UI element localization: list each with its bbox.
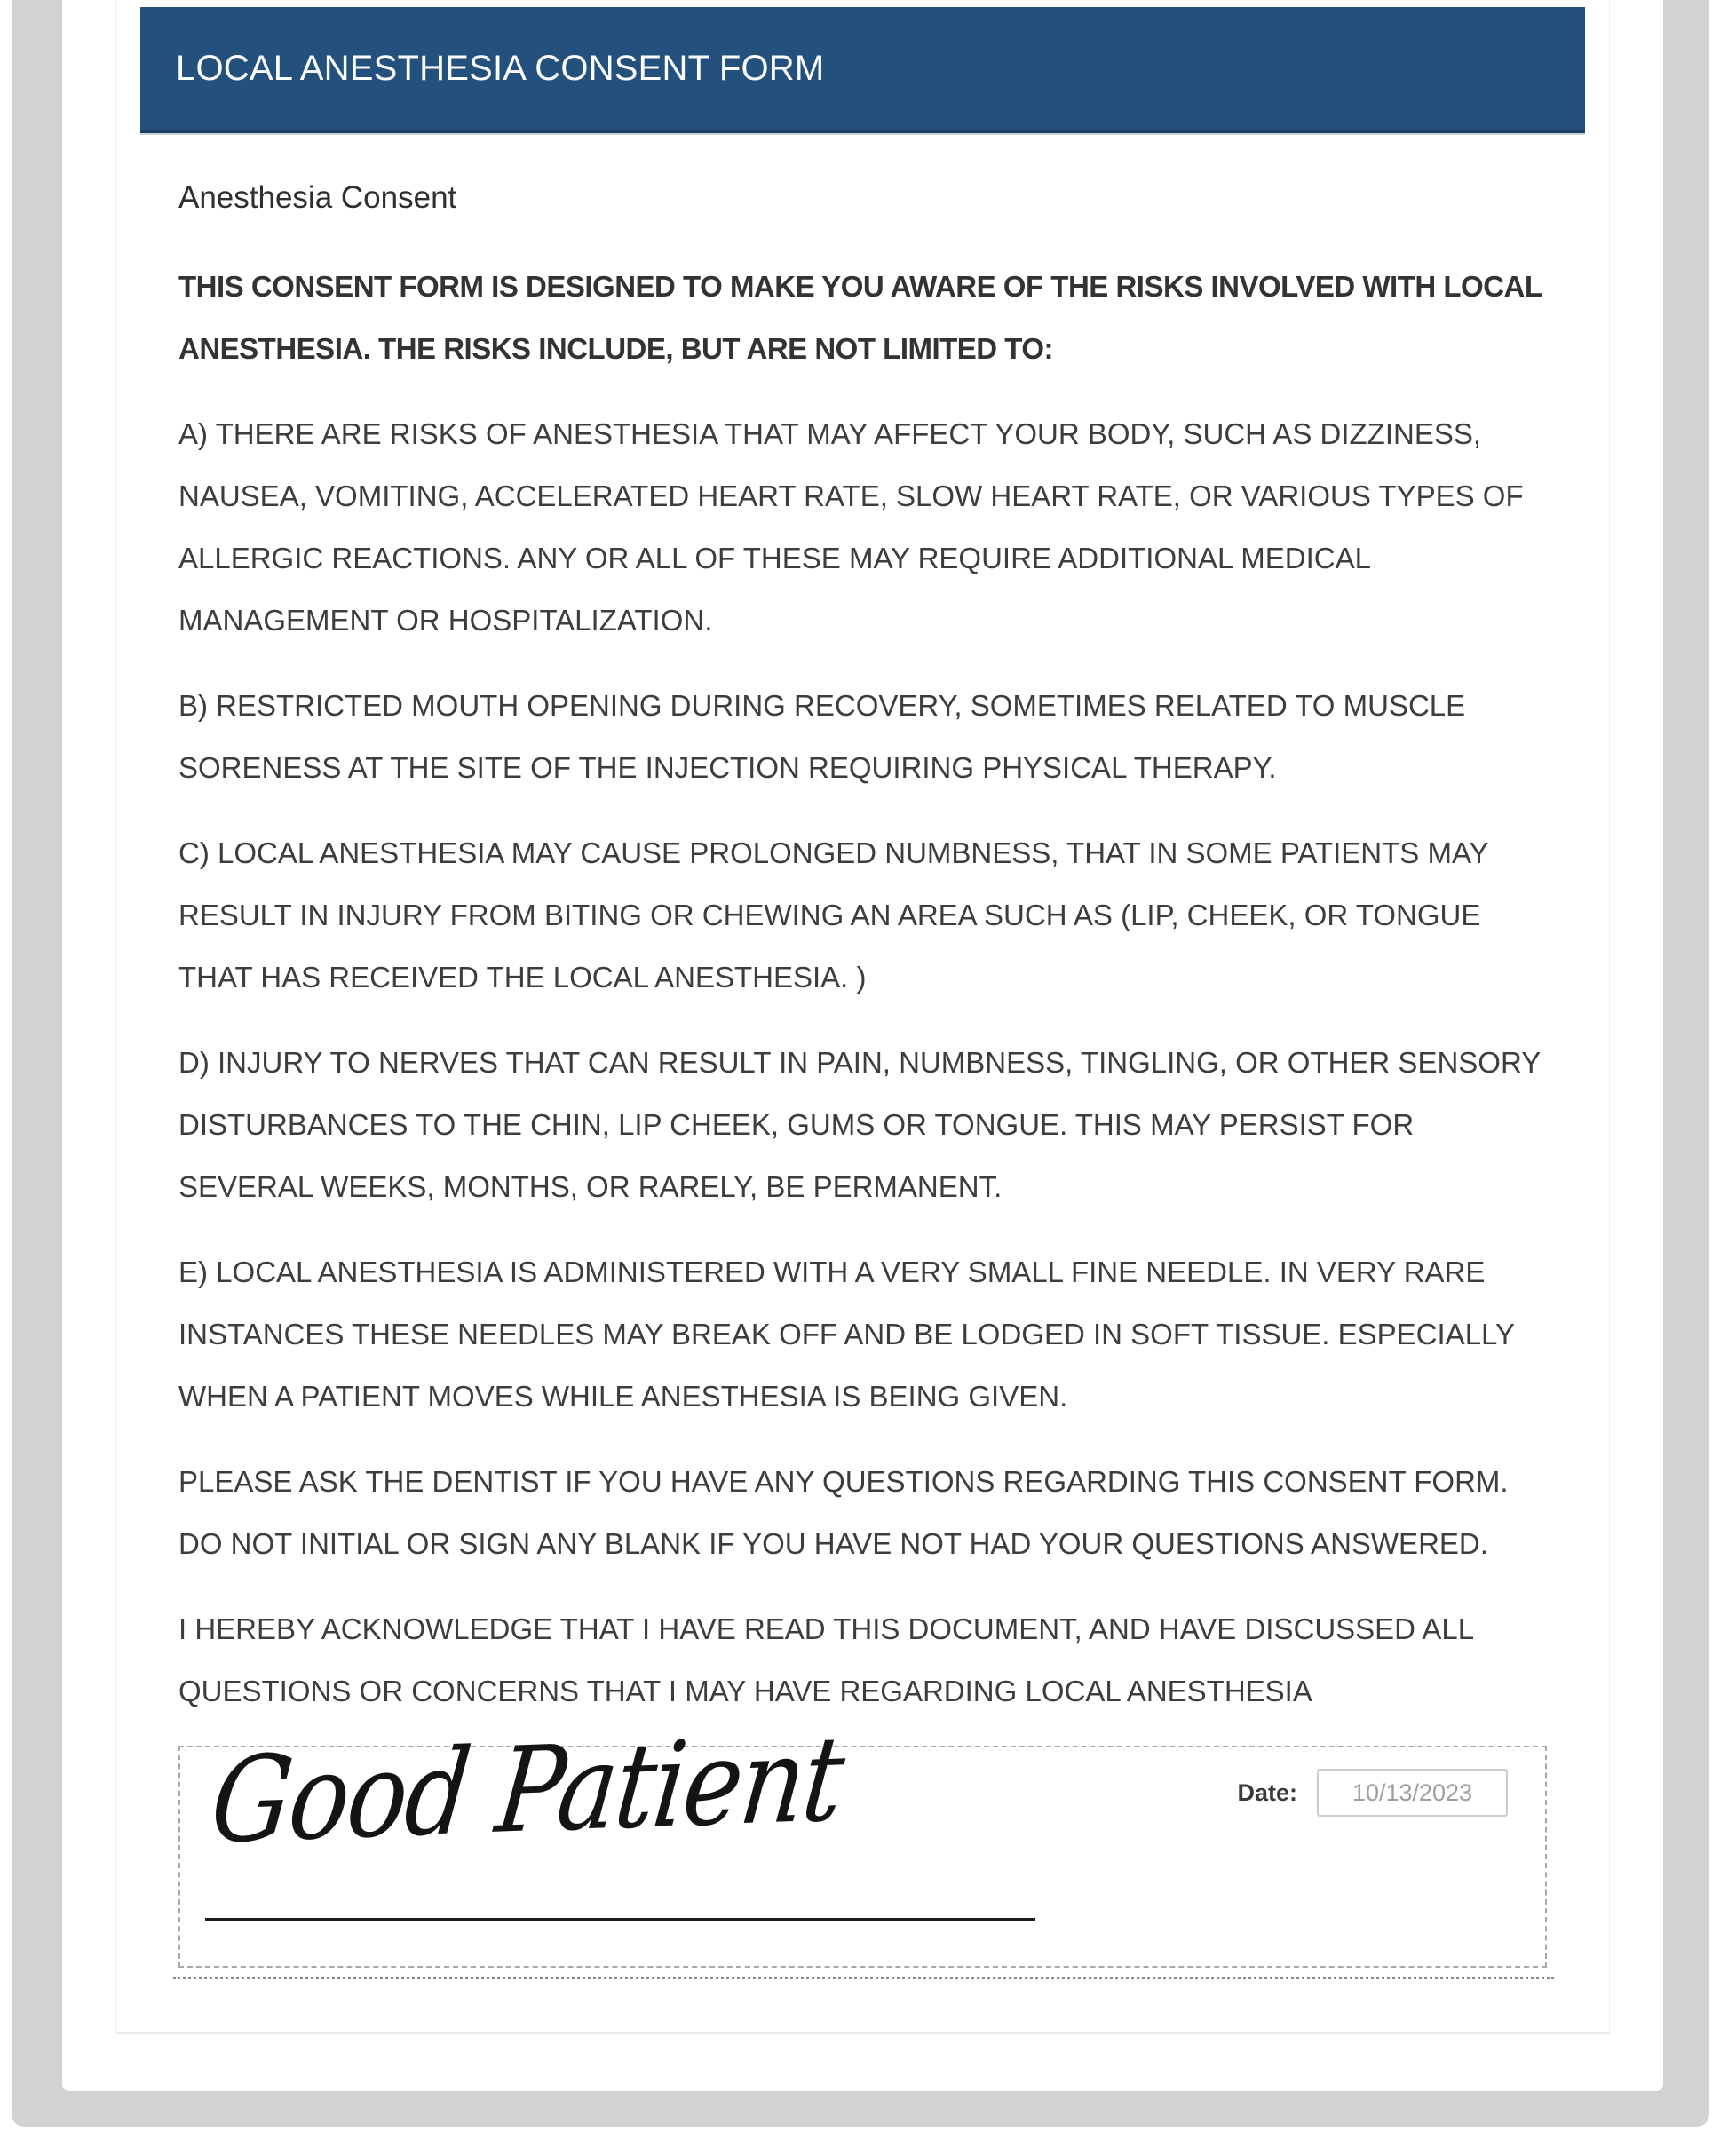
signature-pad[interactable]: [178, 1711, 1547, 1968]
risk-paragraph-d: D) INJURY TO NERVES THAT CAN RESULT IN PAIN, NUMBNESS, TINGLING, OR OTHER SENSORY DISTURBANCES TO THE CHIN, LIP CHEEK, GUMS OR TONGUE. THIS MAY PERSIST FOR SEVERAL WEEKS, MONTHS, OR RARELY, BE PERMANENT.: [178, 1046, 1541, 1203]
acknowledgment-paragraph: I HEREBY ACKNOWLEDGE THAT I HAVE READ THIS DOCUMENT, AND HAVE DISCUSSED ALL QUESTIONS OR CONCERNS THAT I MAY HAVE REGARDING LOCAL ANESTHESIA: [178, 1612, 1473, 1707]
form-subtitle: Anesthesia Consent: [178, 180, 457, 215]
advisory-paragraph: PLEASE ASK THE DENTIST IF YOU HAVE ANY QUESTIONS REGARDING THIS CONSENT FORM. DO NOT INITIAL OR SIGN ANY BLANK IF YOU HAVE NOT HAD YOUR QUESTIONS ANSWERED.: [178, 1465, 1509, 1560]
signature-value: Good Patient: [205, 1711, 849, 1870]
intro-paragraph: THIS CONSENT FORM IS DESIGNED TO MAKE YOU AWARE OF THE RISKS INVOLVED WITH LOCAL ANESTHESIA. THE RISKS INCLUDE, BUT ARE NOT LIMITED TO:: [178, 270, 1542, 365]
form-title: LOCAL ANESTHESIA CONSENT FORM: [176, 48, 825, 88]
risk-paragraph-b: B) RESTRICTED MOUTH OPENING DURING RECOVERY, SOMETIMES RELATED TO MUSCLE SORENESS AT THE SITE OF THE INJECTION REQUIRING PHYSICAL THERAPY.: [178, 689, 1466, 784]
risk-paragraph-c: C) LOCAL ANESTHESIA MAY CAUSE PROLONGED NUMBNESS, THAT IN SOME PATIENTS MAY RESULT IN INJURY FROM BITING OR CHEWING AN AREA SUCH AS (LIP, CHEEK, OR TONGUE THAT HAS RECEIVED THE LOCAL ANESTHESIA. ): [178, 836, 1488, 994]
document-page: [62, 0, 1663, 2091]
page-backdrop: [12, 0, 1709, 2127]
form-header: [140, 7, 1585, 133]
date-group: [1237, 1769, 1508, 1817]
risk-paragraph-e: E) LOCAL ANESTHESIA IS ADMINISTERED WITH A VERY SMALL FINE NEEDLE. IN VERY RARE INSTANCES THESE NEEDLES MAY BREAK OFF AND BE LODGED IN SOFT TISSUE. ESPECIALLY WHEN A PATIENT MOVES WHILE ANESTHESIA IS BEING GIVEN.: [178, 1256, 1515, 1413]
signature-underline: [205, 1918, 1035, 1921]
date-input[interactable]: [1317, 1769, 1508, 1817]
consent-form-card: [115, 0, 1610, 2034]
date-label: Date:: [1237, 1779, 1297, 1806]
form-content: [178, 179, 1547, 1979]
section-divider: [173, 1977, 1554, 1979]
risk-paragraph-a: A) THERE ARE RISKS OF ANESTHESIA THAT MAY AFFECT YOUR BODY, SUCH AS DIZZINESS, NAUSEA, VOMITING, ACCELERATED HEART RATE, SLOW HEART RATE, OR VARIOUS TYPES OF ALLERGIC REACTIONS. ANY OR ALL OF THESE MAY REQUIRE ADDITIONAL MEDICAL MANAGEMENT OR HOSPITALIZATION.: [178, 417, 1524, 637]
